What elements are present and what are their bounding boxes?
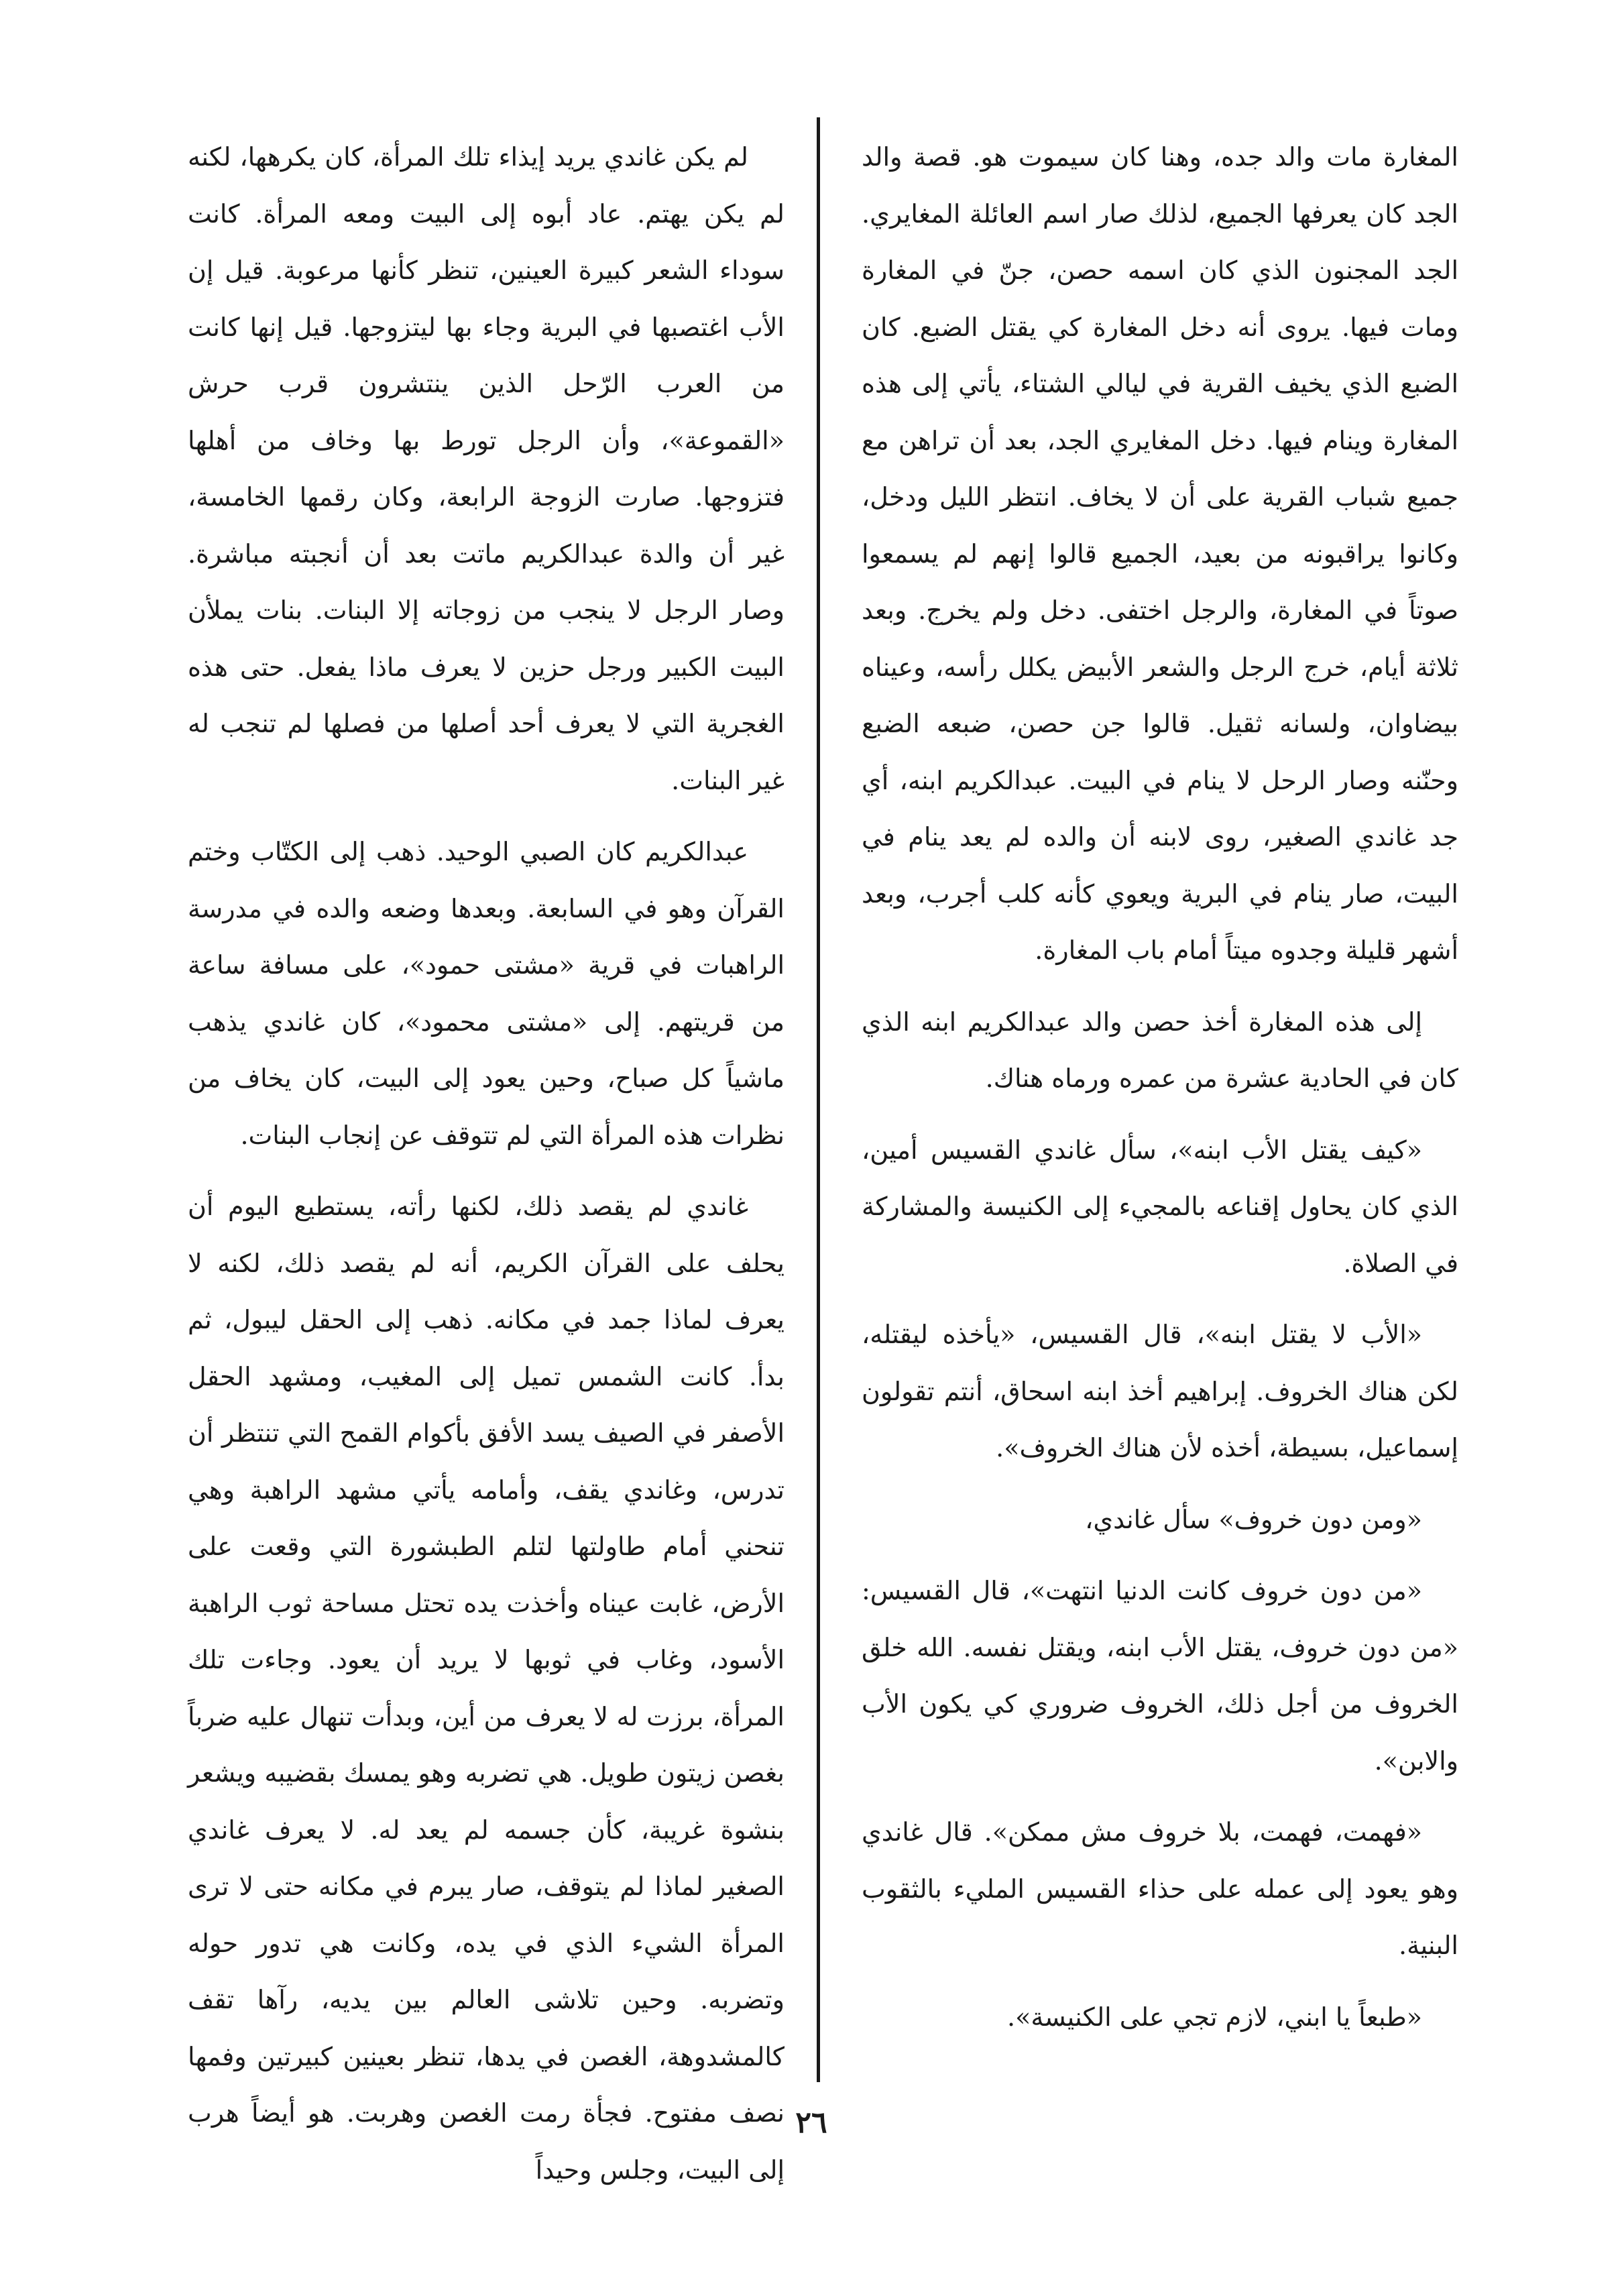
column-divider [817, 117, 820, 2082]
paragraph: «طبعاً يا ابني، لازم تجي على الكنيسة». [1007, 2002, 1422, 2032]
paragraph: غاندي لم يقصد ذلك، لكنها رأته، يستطيع اليوم أن يحلف على القرآن الكريم، أنه لم يقصد ذلك، لكنه لا يعرف لماذا جمد في مكانه. ذهب إلى الحقل ليبول، ثم بدأ. كانت الشمس تميل إلى المغيب، ومشهد الحقل الأصفر في الصيف يسد الأفق بأكوام القمح التي تنتظر أن تدرس، وغاندي يقف، وأمامه يأتي مشهد الراهبة وهي تنحني أمام طاولتها لتلم الطبشورة التي وقعت على الأرض، غابت عيناه وأخذت يده تحتل مساحة ثوب الراهبة الأسود، وغاب في ثوبها لا يريد أن يعود. وجاءت تلك المرأة، برزت له لا يعرف من أين، وبدأت تنهال عليه ضرباً بغصن زيتون طويل. هي تضربه وهو يمسك بقضيبه ويشعر بنشوة غريبة، كأن جسمه لم يعد له. لا يعرف غاندي الصغير لماذا لم يتوقف، صار يبرم في مكانه حتى لا ترى المرأة الشيء الذي في يده، وكانت هي تدور حوله وتضربه. وحين تلاشى العالم بين يديه، رآها تقف كالمشدوهة، الغصن في يدها، تنظر بعينين كبيرتين وفمها نصف مفتوح. فجأة رمت الغصن وهربت. هو أيضاً هرب إلى البيت، وجلس وحيداً [188, 1192, 785, 2185]
paragraph: «كيف يقتل الأب ابنه»، سأل غاندي القسيس أمين، الذي كان يحاول إقناعه بالمجيء إلى الكنيسة والمشاركة في الصلاة. [862, 1135, 1458, 1278]
paragraph: «ومن دون خروف» سأل غاندي، [1085, 1504, 1422, 1534]
left-text-column [188, 129, 785, 2185]
paragraph: «الأب لا يقتل ابنه»، قال القسيس، «يأخذه ليقتله، لكن هناك الخروف. إبراهيم أخذ ابنه اسحاق، أنتم تقولون إسماعيل، بسيطة، أخذه لأن هناك الخروف». [862, 1320, 1458, 1463]
page-number: ٢٦ [795, 2106, 827, 2140]
paragraph: «من دون خروف كانت الدنيا انتهت»، قال القسيس: «من دون خروف، يقتل الأب ابنه، ويقتل نفسه. الله خلق الخروف من أجل ذلك، الخروف ضروري كي يكون الأب والابن». [862, 1576, 1458, 1776]
paragraph: إلى هذه المغارة أخذ حصن والد عبدالكريم ابنه الذي كان في الحادية عشرة من عمره ورماه هناك. [862, 1007, 1458, 1093]
right-text-column [862, 129, 1458, 2073]
paragraph: عبدالكريم كان الصبي الوحيد. ذهب إلى الكتّاب وختم القرآن وهو في السابعة. وبعدها وضعه والده في مدرسة الراهبات في قرية «مشتى حمود»، على مسافة ساعة من قريتهم. إلى «مشتى محمود»، كان غاندي يذهب ماشياً كل صباح، وحين يعود إلى البيت، كان يخاف من نظرات هذه المرأة التي لم تتوقف عن إنجاب البنات. [188, 837, 785, 1150]
paragraph: المغارة مات والد جده، وهنا كان سيموت هو. قصة والد الجد كان يعرفها الجميع، لذلك صار اسم العائلة المغايري. الجد المجنون الذي كان اسمه حصن، جنّ في المغارة ومات فيها. يروى أنه دخل المغارة كي يقتل الضبع. كان الضبع الذي يخيف القرية في ليالي الشتاء، يأتي إلى هذه المغارة وينام فيها. دخل المغايري الجد، بعد أن تراهن مع جميع شباب القرية على أن لا يخاف. انتظر الليل ودخل، وكانوا يراقبونه من بعيد، الجميع قالوا إنهم لم يسمعوا صوتاً في المغارة، والرجل اختفى. دخل ولم يخرج. وبعد ثلاثة أيام، خرج الرجل والشعر الأبيض يكلل رأسه، وعيناه بيضاوان، ولسانه ثقيل. قالوا جن حصن، ضبعه الضبع وحنّنه وصار الرحل لا ينام في البيت. عبدالكريم ابنه، أي جد غاندي الصغير، روى لابنه أن والده لم يعد ينام في البيت، صار ينام في البرية ويعوي كأنه كلب أجرب، وبعد أشهر قليلة وجدوه ميتاً أمام باب المغارة. [862, 142, 1459, 965]
paragraph: «فهمت، فهمت، بلا خروف مش ممكن». قال غاندي وهو يعود إلى عمله على حذاء القسيس المليء بالثقوب البنية. [862, 1817, 1458, 1960]
paragraph: لم يكن غاندي يريد إيذاء تلك المرأة، كان يكرهها، لكنه لم يكن يهتم. عاد أبوه إلى البيت ومعه المرأة. كانت سوداء الشعر كبيرة العينين، تنظر كأنها مرعوبة. قيل إن الأب اغتصبها في البرية وجاء بها ليتزوجها. قيل إنها كانت من العرب الرّحل الذين ينتشرون قرب حرش «القموعة»، وأن الرجل تورط بها وخاف من أهلها فتزوجها. صارت الزوجة الرابعة، وكان رقمها الخامسة، غير أن والدة عبدالكريم ماتت بعد أن أنجبته مباشرة. وصار الرجل لا ينجب من زوجاته إلا البنات. بنات يملأن البيت الكبير ورجل حزين لا يعرف ماذا يفعل. حتى هذه الغجرية التي لا يعرف أحد أصلها من فصلها لم تنجب له غير البنات. [188, 142, 785, 795]
